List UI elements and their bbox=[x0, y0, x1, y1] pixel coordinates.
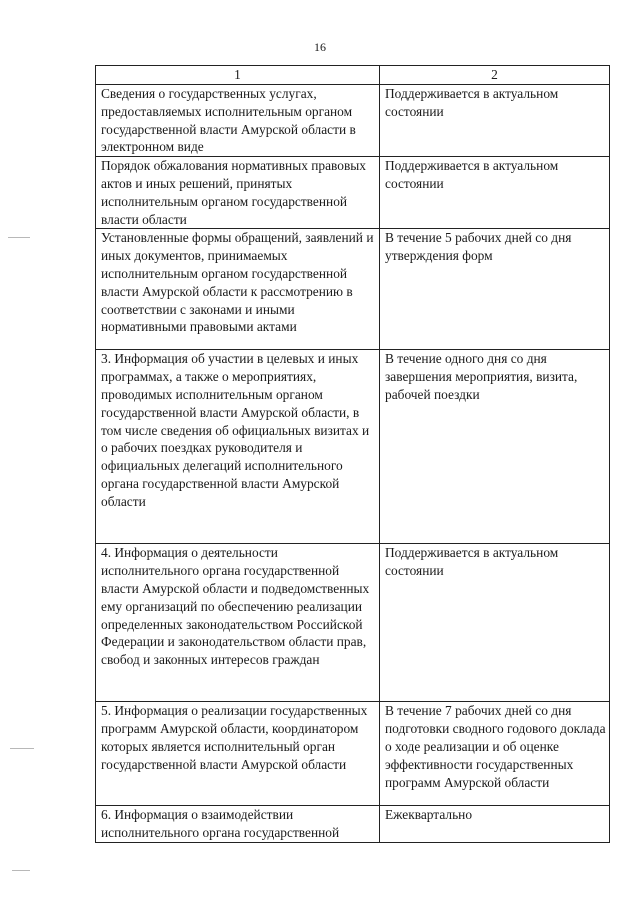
row-7-info: 6. Информация о взаимодействии исполнительного органа государственной bbox=[96, 806, 380, 843]
row-1-info: Сведения о государственных услугах, предоставляемых исполнительным органом государственной власти Амурской области в электронном виде bbox=[96, 85, 380, 157]
table-row bbox=[96, 544, 610, 702]
row-6-period: В течение 7 рабочих дней со дня подготовки сводного годового доклада о ходе реализации и об оценке эффективности государственных программ Амурской области bbox=[380, 702, 610, 806]
row-2-period: Поддерживается в актуальном состоянии bbox=[380, 157, 610, 229]
table-row bbox=[96, 350, 610, 544]
row-5-info: 4. Информация о деятельности исполнительного органа государственной власти Амурской области и подведомственных ему организаций по обеспечению реализации определенных законодательством Российской Федерации и законодательством области прав, свобод и законных интересов граждан bbox=[96, 544, 380, 702]
document-table bbox=[95, 65, 610, 843]
scan-margin-mark bbox=[10, 748, 34, 749]
scan-margin-mark bbox=[8, 237, 30, 238]
scan-margin-mark bbox=[12, 870, 30, 871]
column-header-2: 2 bbox=[380, 66, 610, 85]
table-row bbox=[96, 702, 610, 806]
row-3-info: Установленные формы обращений, заявлений и иных документов, принимаемых исполнительным органом государственной власти Амурской области к рассмотрению в соответствии с законами и иными нормативными правовыми актами bbox=[96, 229, 380, 350]
column-header-1: 1 bbox=[96, 66, 380, 85]
table-row bbox=[96, 229, 610, 350]
row-4-period: В течение одного дня со дня завершения мероприятия, визита, рабочей поездки bbox=[380, 350, 610, 544]
page-number: 16 bbox=[314, 40, 326, 54]
row-3-period: В течение 5 рабочих дней со дня утверждения форм bbox=[380, 229, 610, 350]
table-row bbox=[96, 85, 610, 157]
table-row bbox=[96, 806, 610, 843]
table-header-row bbox=[96, 66, 610, 85]
row-2-info: Порядок обжалования нормативных правовых актов и иных решений, принятых исполнительным органом государственной власти области bbox=[96, 157, 380, 229]
row-6-info: 5. Информация о реализации государственных программ Амурской области, координатором которых является исполнительный орган государственной власти Амурской области bbox=[96, 702, 380, 806]
row-5-period: Поддерживается в актуальном состоянии bbox=[380, 544, 610, 702]
row-7-period: Ежеквартально bbox=[380, 806, 610, 843]
table-row bbox=[96, 157, 610, 229]
row-4-info: 3. Информация об участии в целевых и иных программах, а также о мероприятиях, проводимых исполнительным органом государственной власти Амурской области, в том числе сведения об официальных визитах и о рабочих поездках руководителя и официальных делегаций исполнительного органа государственной власти Амурской области bbox=[96, 350, 380, 544]
row-1-period: Поддерживается в актуальном состоянии bbox=[380, 85, 610, 157]
